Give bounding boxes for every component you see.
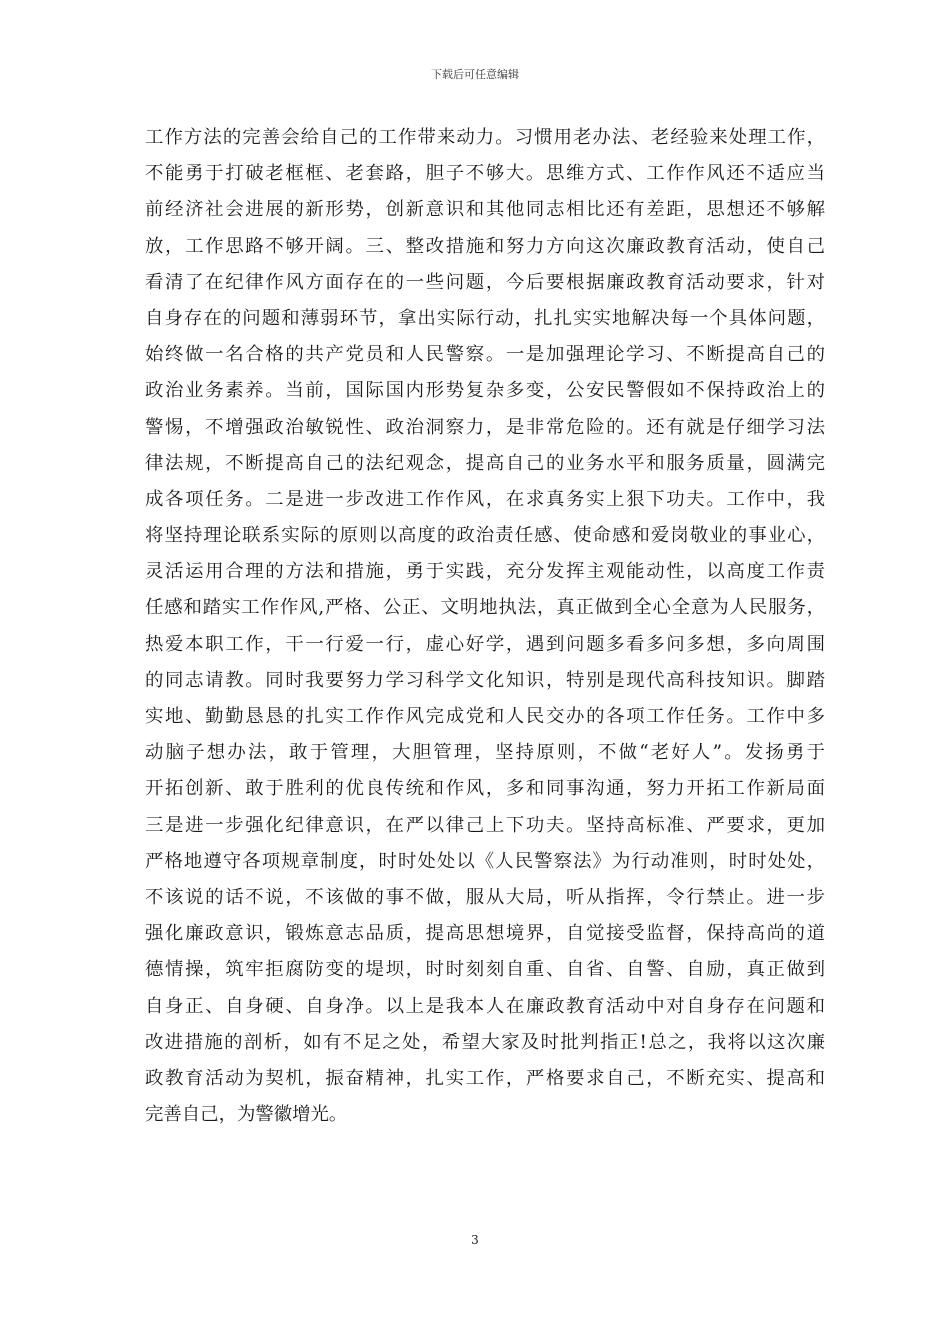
body-line: 开拓创新、敢于胜利的优良传统和作风，多和同事沟通，努力开拓工作新局面	[145, 778, 825, 800]
body-line: 看清了在纪律作风方面存在的一些问题，今后要根据廉政教育活动要求，针对	[145, 271, 825, 293]
page-header: 下载后可任意编辑	[431, 68, 519, 81]
body-line: 警惕，不增强政治敏锐性、政治洞察力，是非常危险的。还有就是仔细学习法	[145, 416, 825, 438]
body-line: 德情操，筑牢拒腐防变的堤坝，时时刻刻自重、自省、自警、自励，真正做到	[145, 959, 825, 981]
body-line: 工作方法的完善会给自己的工作带来动力。习惯用老办法、老经验来处理工作，	[145, 127, 825, 148]
body-line: 任感和踏实工作作风,严格、公正、文明地执法，真正做到全心全意为人民服务，	[145, 597, 825, 619]
body-line: 不该说的话不说，不该做的事不做，服从大局，听从指挥，令行禁止。进一步	[145, 886, 825, 908]
body-line: 完善自己，为警徽增光。	[145, 1104, 348, 1126]
body-line: 政教育活动为契机，振奋精神，扎实工作，严格要求自己，不断充实、提高和	[145, 1067, 825, 1089]
document-body	[145, 120, 825, 1133]
body-line: 政治业务素养。当前，国际国内形势复杂多变，公安民警假如不保持政治上的	[145, 380, 825, 402]
body-line: 强化廉政意识，锻炼意志品质，提高思想境界，自觉接受监督，保持高尚的道	[145, 923, 825, 945]
body-line: 放，工作思路不够开阔。三、整改措施和努力方向这次廉政教育活动，使自己	[145, 235, 825, 257]
body-line: 严格地遵守各项规章制度，时时处处以《人民警察法》为行动准则，时时处处，	[145, 850, 825, 872]
page-number: 3	[471, 1233, 479, 1247]
body-line: 实地、勤勤恳恳的扎实工作作风完成党和人民交办的各项工作任务。工作中多	[145, 706, 825, 727]
body-line: 始终做一名合格的共产党员和人民警察。一是加强理论学习、不断提高自己的	[145, 344, 825, 366]
body-line: 动脑子想办法，敢于管理，大胆管理，坚持原则，不做“老好人”。发扬勇于	[145, 742, 825, 764]
body-line: 前经济社会进展的新形势，创新意识和其他同志相比还有差距，思想还不够解	[145, 199, 825, 221]
body-line: 成各项任务。二是进一步改进工作作风，在求真务实上狠下功夫。工作中，我	[145, 488, 825, 510]
body-line: 热爱本职工作，干一行爱一行，虚心好学，遇到问题多看多问多想，多向周围	[145, 633, 825, 655]
body-line: 改进措施的剖析，如有不足之处，希望大家及时批判指正!总之，我将以这次廉	[145, 1031, 825, 1053]
body-line: 将坚持理论联系实际的原则以高度的政治责任感、使命感和爱岗敬业的事业心，	[145, 525, 825, 547]
body-line: 不能勇于打破老框框、老套路，胆子不够大。思维方式、工作作风还不适应当	[145, 163, 825, 185]
body-line: 自身存在的问题和薄弱环节，拿出实际行动，扎扎实实地解决每一个具体问题，	[145, 307, 825, 329]
body-line: 的同志请教。同时我要努力学习科学文化知识，特别是现代高科技知识。脚踏	[145, 669, 825, 691]
body-line: 律法规，不断提高自己的法纪观念，提高自己的业务水平和服务质量，圆满完	[145, 452, 825, 474]
body-line: 灵活运用合理的方法和措施，勇于实践，充分发挥主观能动性，以高度工作责	[145, 561, 825, 583]
body-line: 自身正、自身硬、自身净。以上是我本人在廉政教育活动中对自身存在问题和	[145, 995, 825, 1017]
body-line: 三是进一步强化纪律意识，在严以律己上下功夫。坚持高标准、严要求，更加	[145, 814, 825, 836]
